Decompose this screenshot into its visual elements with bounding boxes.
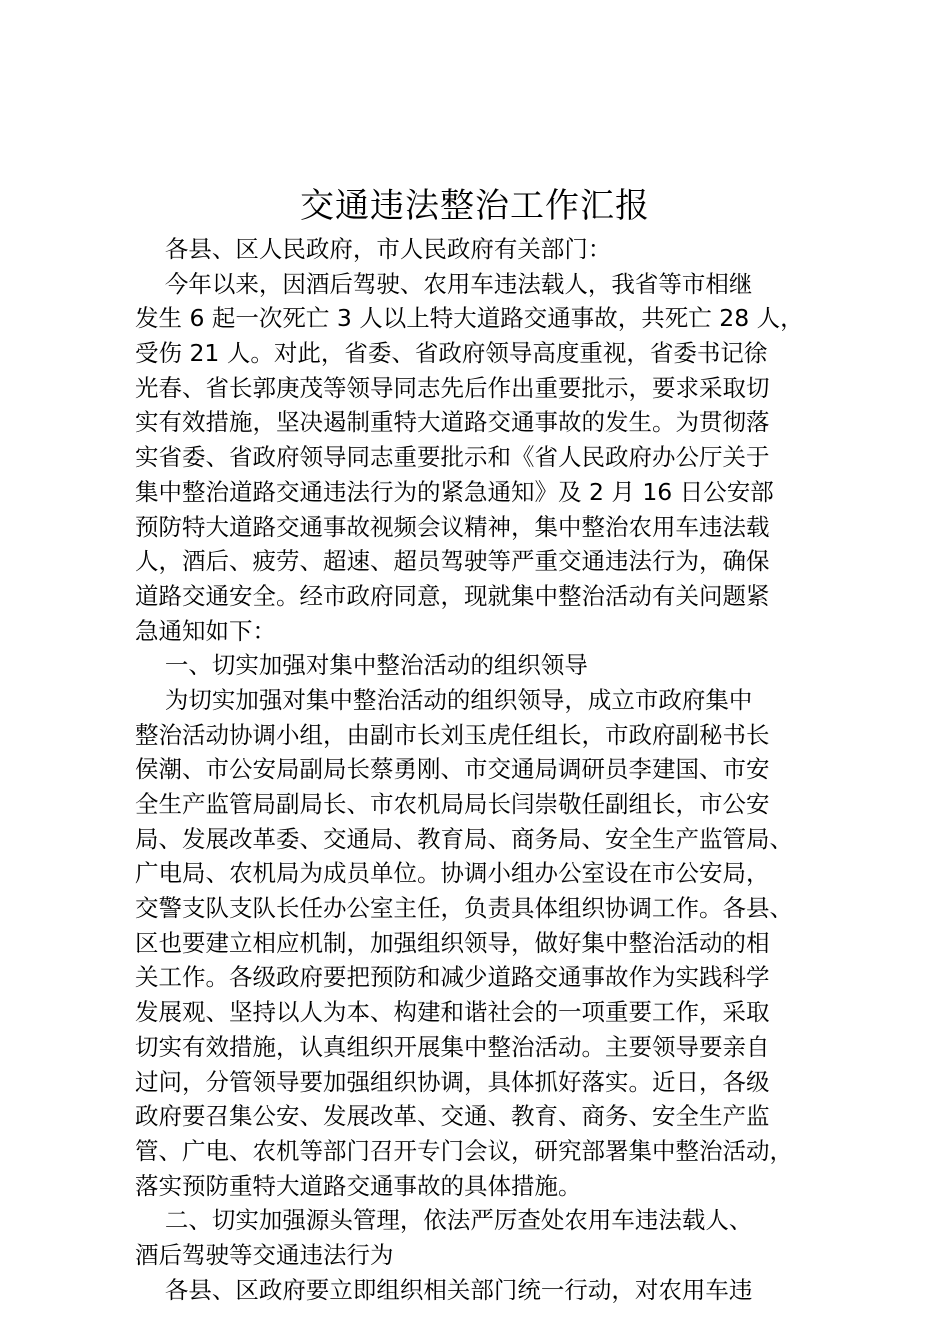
- text-line: 管、广电、农机等部门召开专门会议，研究部署集中整治活动，: [135, 1136, 793, 1165]
- section-heading: 二、切实加强源头管理，依法严厉查处农用车违法载人、: [135, 1206, 753, 1235]
- text-line: 道路交通安全。经市政府同意，现就集中整治活动有关问题紧: [135, 581, 770, 610]
- text-line: 各县、区政府要立即组织相关部门统一行动，对农用车违: [135, 1275, 753, 1304]
- text-line: 人，酒后、疲劳、超速、超员驾驶等严重交通违法行为，确保: [135, 547, 770, 576]
- text-line: 局、发展改革委、交通局、教育局、商务局、安全生产监管局、: [135, 824, 793, 853]
- text-line: 实省委、省政府领导同志重要批示和《省人民政府办公厅关于: [135, 443, 770, 472]
- document-title: 交通违法整治工作汇报: [300, 186, 650, 226]
- text-line: 落实预防重特大道路交通事故的具体措施。: [135, 1171, 582, 1200]
- text-line: 过问，分管领导要加强组织协调，具体抓好落实。近日，各级: [135, 1067, 770, 1096]
- text-line: 切实有效措施，认真组织开展集中整治活动。主要领导要亲自: [135, 1032, 770, 1061]
- text-line: 光春、省长郭庚茂等领导同志先后作出重要批示，要求采取切: [135, 373, 770, 402]
- text-line: 广电局、农机局为成员单位。协调小组办公室设在市公安局，: [135, 859, 770, 888]
- section-heading: 酒后驾驶等交通违法行为: [135, 1240, 394, 1269]
- document-body: [135, 232, 841, 1307]
- text-line: 关工作。各级政府要把预防和减少道路交通事故作为实践科学: [135, 963, 770, 992]
- text-line: 侯潮、市公安局副局长蔡勇刚、市交通局调研员李建国、市安: [135, 755, 770, 784]
- text-line: 今年以来，因酒后驾驶、农用车违法载人，我省等市相继: [135, 269, 753, 298]
- text-line: 集中整治道路交通违法行为的紧急通知》及 2 月 16 日公安部: [135, 477, 774, 506]
- text-line: 预防特大道路交通事故视频会议精神，集中整治农用车违法载: [135, 512, 770, 541]
- text-line: 全生产监管局副局长、市农机局局长闫崇敬任副组长，市公安: [135, 790, 770, 818]
- text-line: 为切实加强对集中整治活动的组织领导，成立市政府集中: [135, 685, 753, 714]
- text-line: 发生 6 起一次死亡 3 人以上特大道路交通事故，共死亡 28 人，: [135, 304, 804, 333]
- text-line: 急通知如下：: [135, 616, 276, 645]
- text-line: 各县、区人民政府，市人民政府有关部门：: [135, 235, 612, 263]
- text-line: 交警支队支队长任办公室主任，负责具体组织协调工作。各县、: [135, 894, 793, 923]
- text-line: 整治活动协调小组，由副市长刘玉虎任组长，市政府副秘书长: [135, 720, 770, 749]
- text-line: 区也要建立相应机制，加强组织领导，做好集中整治活动的相: [135, 928, 770, 957]
- section-heading: 一、切实加强对集中整治活动的组织领导: [135, 651, 588, 680]
- text-line: 受伤 21 人。对此，省委、省政府领导高度重视，省委书记徐: [135, 339, 768, 368]
- text-line: 政府要召集公安、发展改革、交通、教育、商务、安全生产监: [135, 1102, 770, 1131]
- text-line: 发展观、坚持以人为本、构建和谐社会的一项重要工作，采取: [135, 998, 770, 1027]
- text-line: 实有效措施，坚决遏制重特大道路交通事故的发生。为贯彻落: [135, 408, 770, 437]
